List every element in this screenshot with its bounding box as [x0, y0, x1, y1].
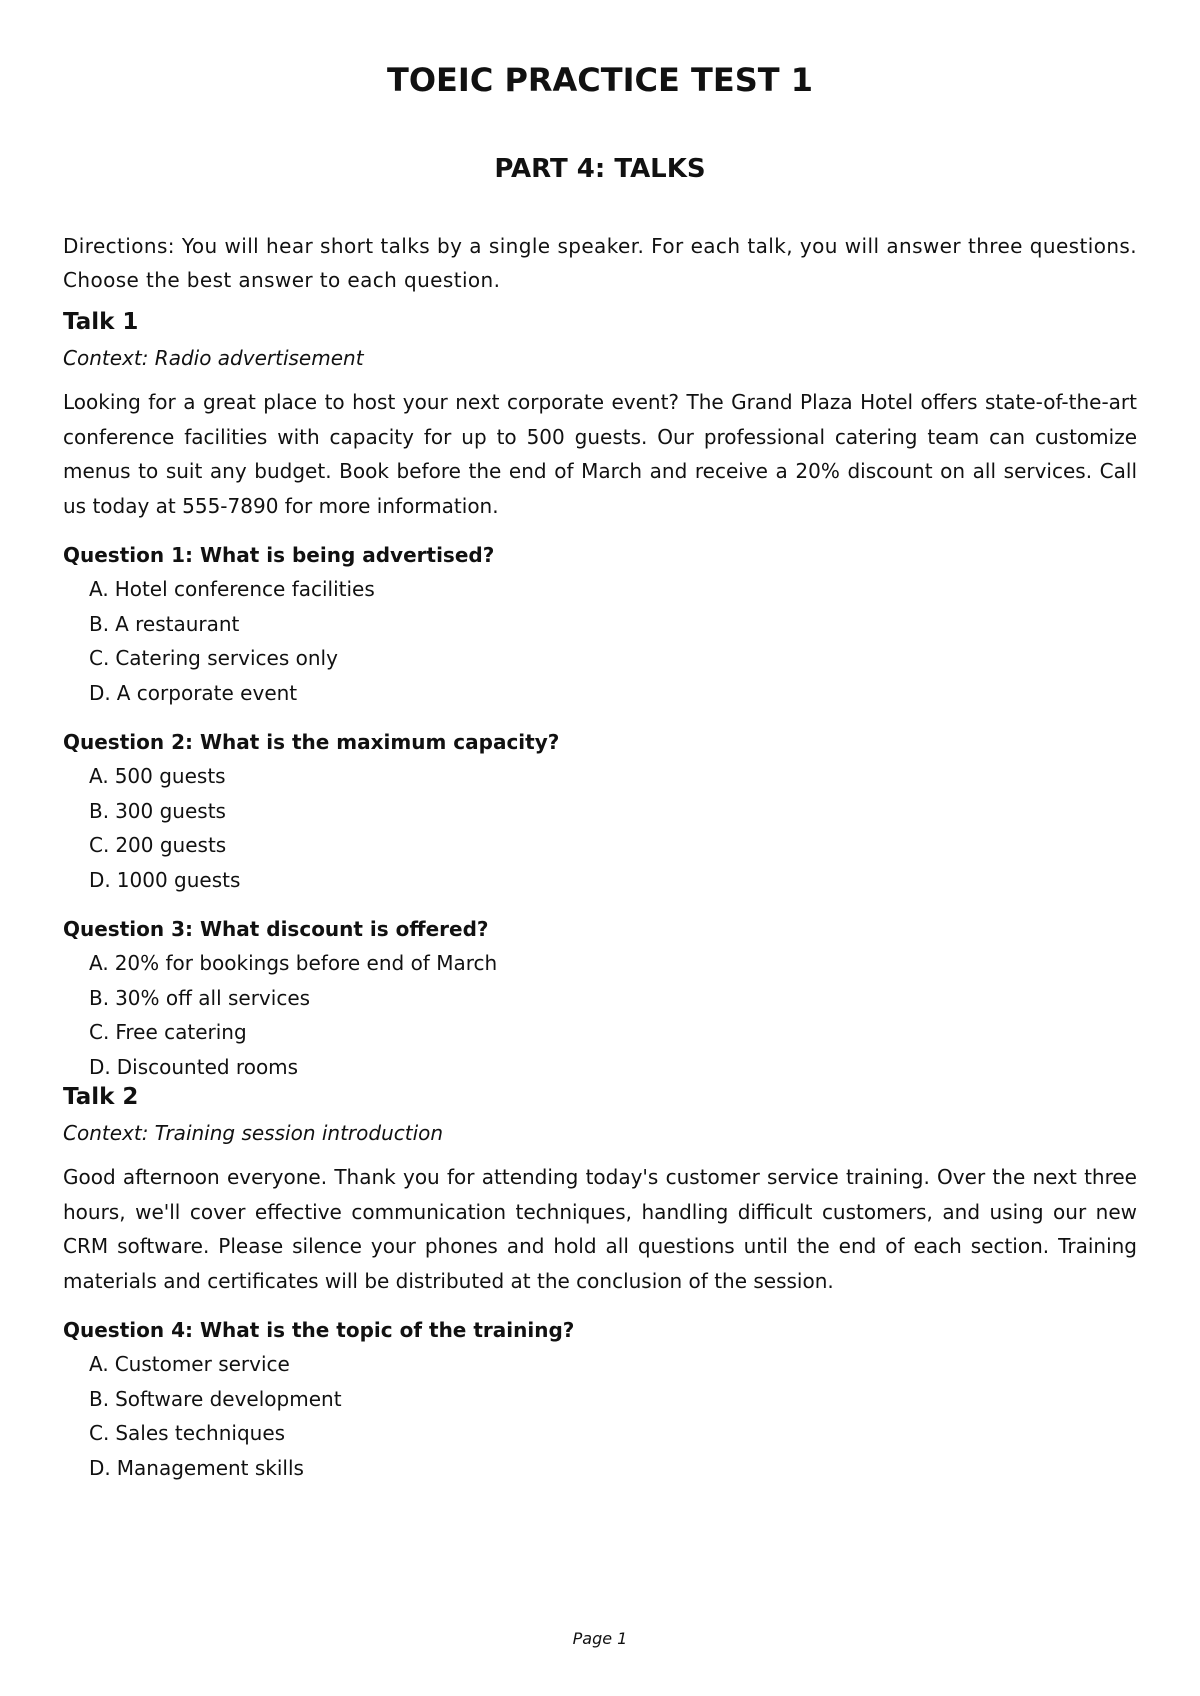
option-letter: B.	[89, 1386, 110, 1411]
option-letter: B.	[89, 985, 110, 1010]
answer-option[interactable]	[89, 1015, 1137, 1050]
answer-option[interactable]	[89, 1416, 1137, 1451]
option-letter: A.	[89, 577, 109, 601]
option-letter: B.	[89, 611, 110, 636]
part-title: PART 4: TALKS	[494, 154, 706, 184]
option-text: 30% off all services	[115, 985, 311, 1010]
question-block	[63, 540, 1137, 710]
talk-section	[63, 305, 1137, 1084]
question-block	[63, 1315, 1137, 1485]
option-text: Hotel conference facilities	[114, 577, 375, 601]
answer-option[interactable]	[89, 607, 1137, 642]
answer-option[interactable]	[89, 1050, 1137, 1085]
option-text: A corporate event	[116, 680, 298, 705]
option-letter: D.	[89, 867, 111, 892]
answer-option[interactable]	[89, 1451, 1137, 1486]
answer-option[interactable]	[89, 641, 1137, 676]
option-letter: C.	[89, 1421, 110, 1445]
answer-option[interactable]	[89, 572, 1137, 607]
option-text: Free catering	[115, 1020, 247, 1044]
document-title: TOEIC PRACTICE TEST 1	[387, 61, 813, 99]
option-letter: C.	[89, 833, 110, 857]
answer-option[interactable]	[89, 946, 1137, 981]
option-text: A restaurant	[115, 611, 240, 636]
answer-options	[63, 572, 1137, 710]
question-text: Question 4: What is the topic of the training?	[63, 1318, 575, 1342]
answer-option[interactable]	[89, 863, 1137, 898]
question-text: Question 1: What is being advertised?	[63, 543, 495, 567]
answer-options	[63, 1347, 1137, 1485]
answer-option[interactable]	[89, 981, 1137, 1016]
question-text: Question 2: What is the maximum capacity?	[63, 730, 560, 754]
question-text: Question 3: What discount is offered?	[63, 917, 489, 941]
talk-transcript: Looking for a great place to host your next corporate event? The Grand Plaza Hotel offers state-of-the-art conference facilities with capacity for up to 500 guests. Our professional catering team can customize menus to suit any budget. Book before the end of March and receive a 20% discount on all services. Call us today at 555-7890 for more information.	[63, 390, 1137, 518]
talk-transcript: Good afternoon everyone. Thank you for attending today's customer service training. Over the next three hours, we'll cover effective communication techniques, handling difficult customers, and using our new CRM software. Please silence your phones and hold all questions until the end of each section. Training materials and certificates will be distributed at the conclusion of the session.	[63, 1165, 1137, 1293]
option-letter: B.	[89, 798, 110, 823]
option-text: 500 guests	[114, 764, 226, 788]
talk-context: Context: Radio advertisement	[63, 346, 364, 370]
option-text: 200 guests	[115, 833, 227, 857]
answer-option[interactable]	[89, 828, 1137, 863]
option-text: Catering services only	[115, 646, 338, 670]
option-text: 20% for bookings before end of March	[114, 951, 498, 975]
question-block	[63, 914, 1137, 1084]
option-text: Management skills	[116, 1455, 304, 1480]
option-letter: A.	[89, 764, 109, 788]
answer-options	[63, 946, 1137, 1084]
question-block	[63, 727, 1137, 897]
page-number: Page 1	[572, 1629, 628, 1648]
option-text: Sales techniques	[115, 1421, 286, 1445]
option-letter: D.	[89, 1455, 111, 1480]
option-text: Discounted rooms	[116, 1054, 299, 1079]
option-text: Software development	[115, 1386, 342, 1411]
answer-option[interactable]	[89, 759, 1137, 794]
talk-title: Talk 1	[63, 309, 139, 335]
answer-options	[63, 759, 1137, 897]
answer-option[interactable]	[89, 1347, 1137, 1382]
answer-option[interactable]	[89, 676, 1137, 711]
talk-section	[63, 1080, 1137, 1485]
talk-context: Context: Training session introduction	[63, 1121, 444, 1145]
option-text: 1000 guests	[116, 867, 241, 892]
option-letter: C.	[89, 1020, 110, 1044]
option-text: 300 guests	[115, 798, 226, 823]
option-letter: A.	[89, 951, 109, 975]
answer-option[interactable]	[89, 1382, 1137, 1417]
option-letter: A.	[89, 1352, 109, 1376]
option-letter: C.	[89, 646, 110, 670]
talk-title: Talk 2	[63, 1084, 139, 1110]
directions-text: Directions: You will hear short talks by a single speaker. For each talk, you will answer three questions. Choose the best answer to each question.	[63, 234, 1137, 292]
option-text: Customer service	[114, 1352, 290, 1376]
answer-option[interactable]	[89, 794, 1137, 829]
option-letter: D.	[89, 1054, 111, 1079]
option-letter: D.	[89, 680, 111, 705]
